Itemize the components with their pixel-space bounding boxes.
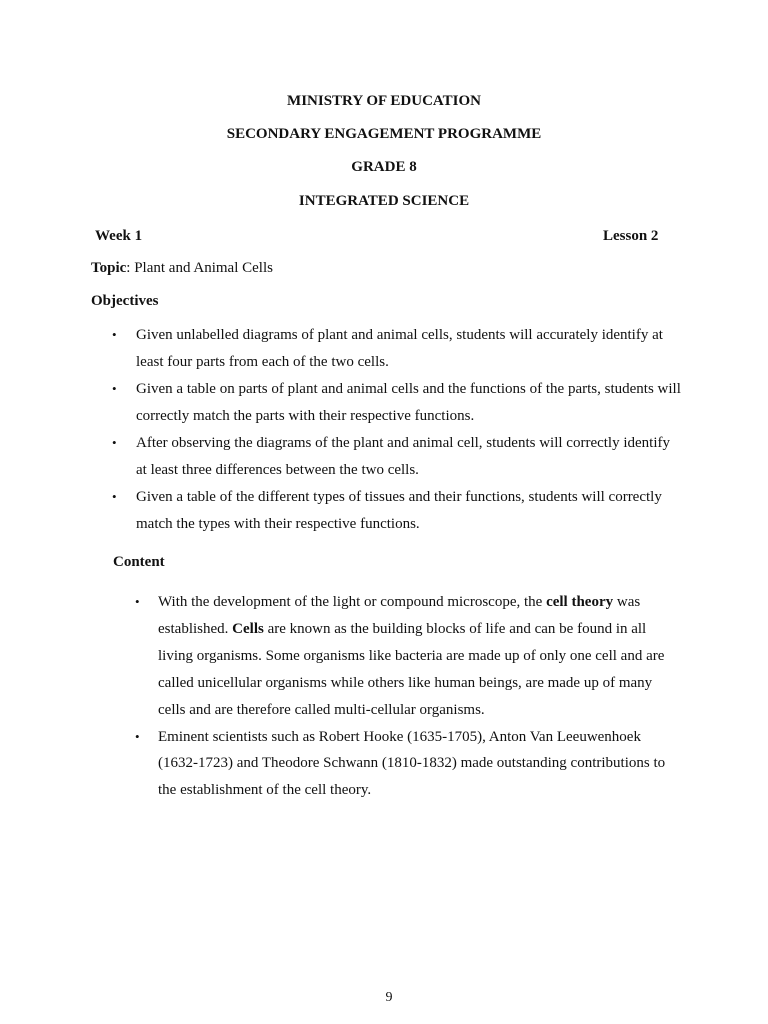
bullet-icon: •: [135, 728, 140, 744]
content-text-part: are known as the building blocks of life and can be found in all living organisms. Some organisms like bacteria are made up of only one cell and are called unicellular organisms while others like human beings, are made up of many cells and are therefore called multi-cellular organisms.: [158, 620, 665, 718]
content-text: Eminent scientists such as Robert Hooke (1635-1705), Anton Van Leeuwenhoek (1632-1723) and Theodore Schwann (1810-1832) made outstanding contributions to the establishment of the cell theory.: [158, 728, 666, 799]
content-list: [131, 589, 676, 804]
content-item: [131, 589, 676, 724]
bullet-icon: •: [112, 381, 117, 396]
programme-heading: SECONDARY ENGAGEMENT PROGRAMME: [226, 126, 542, 142]
topic-separator: :: [126, 260, 135, 276]
topic-value: Plant and Animal Cells: [134, 260, 273, 276]
content-text-part: With the development of the light or compound microscope, the: [158, 594, 547, 610]
bullet-icon: •: [135, 594, 140, 609]
lesson-label: Lesson 2: [603, 228, 659, 244]
objective-text: After observing the diagrams of the plant and animal cell, students will correctly identify at least three differences between the two cells.: [136, 435, 671, 478]
objective-item: [108, 430, 683, 483]
week-label: Week 1: [95, 228, 143, 244]
objective-text: Given a table of the different types of tissues and their functions, students will correctly match the types with their respective functions.: [136, 489, 662, 532]
content-text-part: was established.: [158, 594, 641, 637]
objectives-title: Objectives: [91, 293, 159, 309]
subject-heading: INTEGRATED SCIENCE: [298, 193, 470, 209]
topic-label: Topic: [91, 260, 127, 276]
content-title: Content: [113, 554, 165, 570]
objective-item: [108, 322, 683, 375]
cell-theory-term: cell theory: [546, 594, 614, 610]
objective-text: Given a table on parts of plant and animal cells and the functions of the parts, students will correctly match the parts with their respective functions.: [136, 381, 681, 424]
grade-heading: GRADE 8: [351, 159, 417, 175]
page-number: 9: [385, 990, 393, 1005]
topic-line: [91, 259, 273, 277]
content-item: [131, 724, 676, 805]
objective-item: [108, 484, 683, 537]
objective-item: [108, 376, 683, 429]
objective-text: Given unlabelled diagrams of plant and animal cells, students will accurately identify at least four parts from each of the two cells.: [136, 327, 663, 370]
objectives-list: [108, 322, 683, 538]
ministry-heading: MINISTRY OF EDUCATION: [287, 93, 481, 109]
cells-term: Cells: [232, 620, 264, 637]
bullet-icon: •: [112, 489, 117, 504]
bullet-icon: •: [112, 435, 117, 450]
bullet-icon: •: [112, 327, 117, 342]
